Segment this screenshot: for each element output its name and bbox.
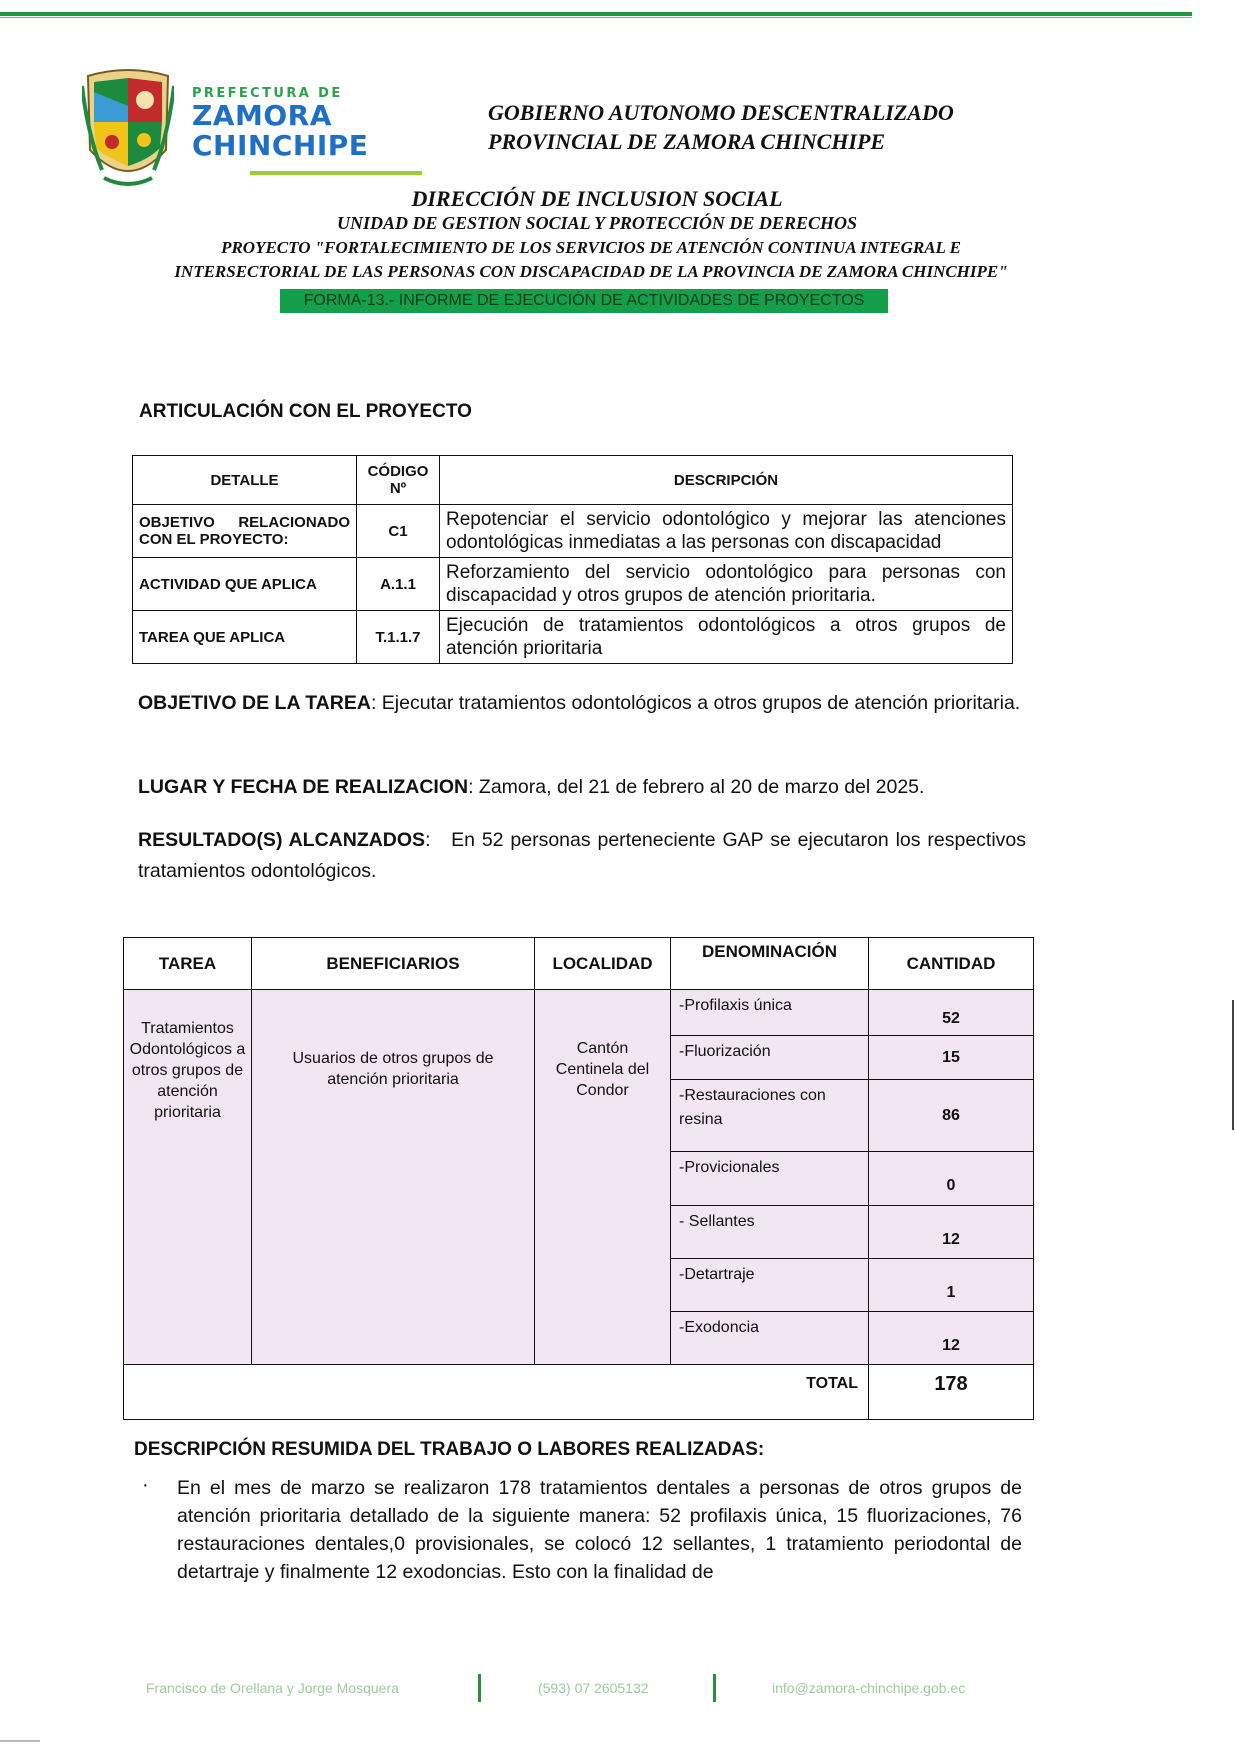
footer-divider: [478, 1674, 481, 1702]
total-row: [124, 1365, 1034, 1420]
summary-text: En el mes de marzo se realizaron 178 tratamientos dentales a personas de otros grupos de atención prioritaria detallado de la siguiente manera: 52 profilaxis única, 15 fluorizaciones, 76 restauraciones dentales,0 provisionales, se colocó 12 sellantes, 1 tratamiento periodontal de detartraje y finalmente 12 exodoncias. Esto con la finalidad de: [177, 1477, 1022, 1583]
row-description: Repotenciar el servicio odontológico y mejorar las atenciones odontológicas inmediatas a las personas con discapacidad: [440, 505, 1013, 558]
beneficiaries-cell: Usuarios de otros grupos de atención prioritaria: [252, 990, 535, 1365]
header-description: DESCRIPCIÓN: [440, 456, 1013, 505]
gov-line-1: GOBIERNO AUTONOMO DESCENTRALIZADO: [488, 100, 954, 125]
task-objective-text: Ejecutar tratamientos odontológicos a otros grupos de atención prioritaria.: [381, 692, 1021, 714]
footer-email: info@zamora-chinchipe.gob.ec: [772, 1680, 966, 1696]
table-row: [133, 611, 1013, 664]
quantity-cell: 1: [869, 1259, 1034, 1312]
place-date-label: LUGAR Y FECHA DE REALIZACION: [138, 776, 469, 798]
locality-cell: Cantón Centinela del Condor: [535, 990, 671, 1365]
top-green-rule: [0, 12, 1192, 16]
scan-edge-mark: [1232, 1000, 1234, 1130]
activity-table: [123, 937, 1034, 1420]
header-code: CÓDIGO Nº: [357, 456, 440, 505]
row-code: A.1.1: [357, 558, 440, 611]
denomination-cell: -Exodoncia: [671, 1312, 869, 1365]
gov-line-2: PROVINCIAL DE ZAMORA CHINCHIPE: [488, 129, 886, 154]
top-green-rule-thin: [0, 17, 1192, 18]
table-header-row: [133, 456, 1013, 505]
table-row: [133, 558, 1013, 611]
row-code: T.1.1.7: [357, 611, 440, 664]
header-task: TAREA: [124, 938, 252, 990]
header-beneficiaries: BENEFICIARIOS: [252, 938, 535, 990]
results-label: RESULTADO(S) ALCANZADOS: [138, 829, 426, 851]
denomination-cell: -Fluorización: [671, 1036, 869, 1080]
quantity-cell: 52: [869, 990, 1034, 1036]
activity-header-row: [124, 938, 1034, 990]
row-label: ACTIVIDAD QUE APLICA: [133, 558, 357, 611]
direction-title: DIRECCIÓN DE INCLUSION SOCIAL: [411, 186, 783, 211]
summary-bullet: ·: [142, 1474, 149, 1496]
brand-name-line1: ZAMORA: [192, 99, 332, 132]
task-objective: OBJETIVO DE LA TAREA: Ejecutar tratamientos odontológicos a otros grupos de atención prioritaria.: [138, 692, 1021, 714]
brand-name-line2: CHINCHIPE: [192, 129, 369, 162]
quantity-cell: 86: [869, 1080, 1034, 1152]
quantity-cell: 15: [869, 1036, 1034, 1080]
row-code: C1: [357, 505, 440, 558]
brand-prefix: PREFECTURA DE: [192, 86, 343, 101]
articulation-table: [132, 455, 1013, 664]
table-row: [133, 505, 1013, 558]
row-description: Ejecución de tratamientos odontológicos a otros grupos de atención prioritaria: [440, 611, 1013, 664]
articulation-title: ARTICULACIÓN CON EL PROYECTO: [139, 401, 472, 422]
results-text: En 52 personas perteneciente GAP se ejecutaron los respectivos tratamientos odontológicos.: [138, 829, 1027, 882]
government-title: [488, 98, 954, 156]
unit-title: UNIDAD DE GESTION SOCIAL Y PROTECCIÓN DE DERECHOS: [337, 213, 857, 233]
quantity-cell: 12: [869, 1206, 1034, 1259]
denomination-cell: -Profilaxis única: [671, 990, 869, 1036]
denomination-cell: - Sellantes: [671, 1206, 869, 1259]
task-objective-label: OBJETIVO DE LA TAREA: [138, 692, 371, 714]
footer-phone: (593) 07 2605132: [538, 1680, 649, 1696]
project-line-1: PROYECTO "FORTALECIMIENTO DE LOS SERVICIOS DE ATENCIÓN CONTINUA INTEGRAL E: [221, 238, 961, 257]
task-cell: Tratamientos Odontológicos a otros grupos de atención prioritaria: [124, 990, 252, 1365]
brand-block: [192, 86, 422, 175]
row-label: TAREA QUE APLICA: [133, 611, 357, 664]
footer-divider: [713, 1674, 716, 1702]
footer-address: Francisco de Orellana y Jorge Mosquera: [146, 1680, 399, 1696]
summary-title: DESCRIPCIÓN RESUMIDA DEL TRABAJO O LABORES REALIZADAS:: [134, 1439, 765, 1460]
coat-of-arms-logo: [82, 66, 174, 198]
header-locality: LOCALIDAD: [535, 938, 671, 990]
row-label: OBJETIVO RELACIONADO CON EL PROYECTO:: [133, 505, 357, 558]
place-date-text: Zamora, del 21 de febrero al 20 de marzo del 2025.: [478, 776, 925, 798]
project-line-2: INTERSECTORIAL DE LAS PERSONAS CON DISCAPACIDAD DE LA PROVINCIA DE ZAMORA CHINCHIPE": [174, 262, 1008, 281]
table-row: [124, 990, 1034, 1036]
total-value: 178: [869, 1365, 1034, 1420]
header-quantity: CANTIDAD: [869, 938, 1034, 990]
place-date: LUGAR Y FECHA DE REALIZACION: Zamora, del 21 de febrero al 20 de marzo del 2025.: [138, 776, 925, 798]
total-label: TOTAL: [124, 1365, 869, 1420]
brand-underline: [250, 171, 422, 175]
form-title-highlight: FORMA-13.- INFORME DE EJECUCIÓN DE ACTIVIDADES DE PROYECTOS: [280, 289, 888, 313]
results: RESULTADO(S) ALCANZADOS: En 52 personas perteneciente GAP se ejecutaron los respectivos tratamientos odontológicos.: [138, 829, 1027, 882]
denomination-cell: -Detartraje: [671, 1259, 869, 1312]
quantity-cell: 12: [869, 1312, 1034, 1365]
header-denomination: DENOMINACIÓN: [671, 938, 869, 990]
denomination-cell: -Provicionales: [671, 1152, 869, 1206]
quantity-cell: 0: [869, 1152, 1034, 1206]
scan-bottom-mark: [0, 1740, 40, 1742]
header-detail: DETALLE: [133, 456, 357, 505]
denomination-cell: -Restauraciones con resina: [671, 1080, 869, 1152]
row-description: Reforzamiento del servicio odontológico para personas con discapacidad y otros grupos de atención prioritaria.: [440, 558, 1013, 611]
